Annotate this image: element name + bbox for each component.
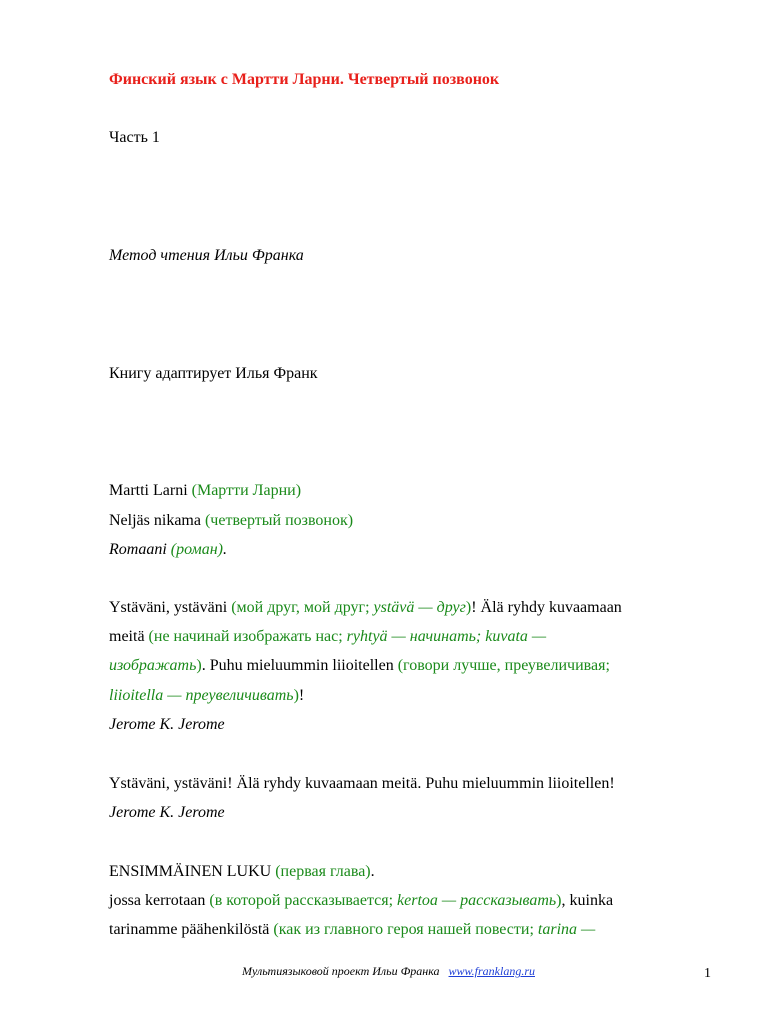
book-name-line bbox=[109, 511, 353, 531]
epigraph-gloss-line-4 bbox=[109, 686, 304, 706]
text-fi: ! bbox=[298, 687, 305, 704]
gloss-ru: (в которой рассказывается; bbox=[209, 892, 398, 909]
book-ru: (четвертый позвонок) bbox=[204, 512, 354, 529]
text-fi: meitä bbox=[109, 628, 149, 645]
footer-center bbox=[242, 964, 535, 979]
footer-project: Мультиязыковой проект Ильи Франка bbox=[242, 964, 440, 978]
gloss-dict: tarina — bbox=[537, 921, 596, 938]
text-fi: Ystäväni, ystäväni bbox=[109, 599, 232, 616]
book-fi: Neljäs nikama bbox=[109, 512, 201, 529]
genre-end: . bbox=[222, 541, 227, 558]
gloss-close: ) bbox=[196, 657, 202, 674]
chapter-heading bbox=[109, 862, 375, 882]
signature-1: Jerome K. Jerome bbox=[109, 716, 225, 733]
epigraph-gloss-line-2 bbox=[109, 627, 546, 647]
footer-link[interactable]: www.franklang.ru bbox=[448, 964, 535, 978]
gloss-dict: ryhtyä — начинать; kuvata — bbox=[346, 628, 547, 645]
text-fi: . Puhu mieluummin liioitellen bbox=[201, 657, 398, 674]
genre-ru: (роман) bbox=[170, 541, 223, 558]
adapter-line: Книгу адаптирует Илья Франк bbox=[109, 365, 318, 382]
gloss-dict: изображать bbox=[109, 657, 197, 674]
chapter-fi: ENSIMMÄINEN LUKU bbox=[109, 863, 272, 880]
genre-line bbox=[109, 540, 227, 560]
chapter-gloss-line-1 bbox=[109, 891, 613, 911]
method-line: Метод чтения Ильи Франка bbox=[109, 247, 304, 264]
gloss-dict: ystävä — друг bbox=[373, 599, 466, 616]
book-title: Финский язык с Мартти Ларни. Четвертый позвонок bbox=[109, 71, 500, 88]
text-fi: ! Älä ryhdy kuvaamaan bbox=[471, 599, 622, 616]
signature-2: Jerome K. Jerome bbox=[109, 804, 225, 821]
text-fi: jossa kerrotaan bbox=[109, 892, 210, 909]
gloss-ru: (как из главного героя нашей повести; bbox=[273, 921, 538, 938]
gloss-ru: (мой друг, мой друг; bbox=[231, 599, 374, 616]
gloss-close: ) bbox=[556, 892, 562, 909]
genre-fi: Romaani bbox=[109, 541, 167, 558]
page-number: 1 bbox=[704, 966, 711, 981]
text-fi: tarinamme päähenkilöstä bbox=[109, 921, 274, 938]
gloss-ru: (говори лучше, преувеличивая; bbox=[397, 657, 610, 674]
gloss-close: ) bbox=[293, 687, 299, 704]
chapter-ru: (первая глава) bbox=[275, 863, 371, 880]
gloss-close: ) bbox=[465, 599, 472, 616]
author-fi: Martti Larni bbox=[109, 482, 188, 499]
text-fi: , kuinka bbox=[561, 892, 614, 909]
chapter-gloss-line-2 bbox=[109, 920, 595, 940]
author-ru: (Мартти Ларни) bbox=[191, 482, 302, 499]
epigraph-gloss-line-3 bbox=[109, 656, 610, 676]
gloss-ru: (не начинай изображать нас; bbox=[148, 628, 347, 645]
epigraph-quote: Ystäväni, ystäväni! Älä ryhdy kuvaamaan meitä. Puhu mieluummin liioitellen! bbox=[109, 775, 615, 792]
page-footer bbox=[0, 964, 768, 984]
chapter-end: . bbox=[370, 863, 375, 880]
epigraph-gloss-line-1 bbox=[109, 598, 622, 618]
gloss-dict: kertoa — рассказывать bbox=[397, 892, 557, 909]
gloss-dict: liioitella — преувеличивать bbox=[109, 687, 294, 704]
author-line bbox=[109, 481, 301, 501]
part-heading: Часть 1 bbox=[109, 129, 160, 146]
